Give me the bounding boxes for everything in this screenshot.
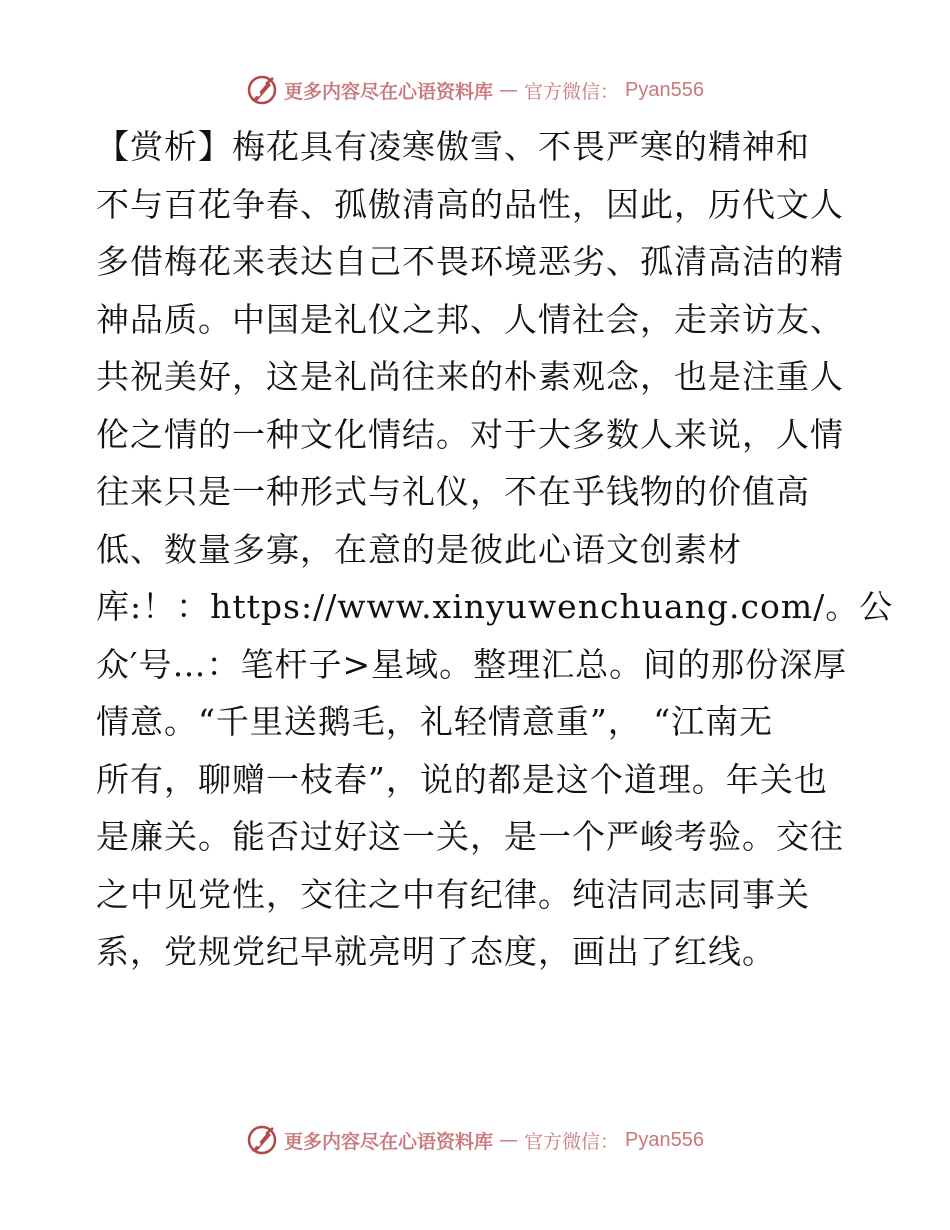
body-line-5: 共祝美好，这是礼尚往来的朴素观念，也是注重人 bbox=[96, 357, 844, 396]
article-body bbox=[96, 118, 894, 981]
body-line-8: 低、数量多寡，在意的是彼此心语文创素材 bbox=[96, 529, 742, 569]
quill-pen-logo-icon bbox=[246, 1124, 278, 1156]
body-line-14: 之中见党性，交往之中有纪律。纯洁同志同事关 bbox=[96, 874, 810, 914]
body-line-3: 多借梅花来表达自己不畏环境恶劣、孤清高洁的精 bbox=[96, 242, 844, 281]
header-wechat-id: Pyan556 bbox=[625, 78, 704, 101]
footer-banner-inner bbox=[246, 1124, 704, 1156]
body-line-12: 所有，聊赠一枝春”，说的都是这个道理。年关也 bbox=[96, 759, 828, 799]
footer-wechat-id: Pyan556 bbox=[625, 1128, 704, 1151]
body-line-6: 伦之情的一种文化情结。对于大多数人来说，人情 bbox=[96, 414, 844, 454]
body-line-10: 众′号…：笔杆子>星域。整理汇总。间的那份深厚 bbox=[96, 644, 848, 684]
body-line-7: 往来只是一种形式与礼仪，不在乎钱物的价值高 bbox=[96, 472, 810, 511]
header-wechat-label: 官方微信： bbox=[524, 80, 620, 103]
body-line-1: 【赏析】梅花具有凌寒傲雪、不畏严寒的精神和 bbox=[96, 127, 810, 166]
footer-dash: — bbox=[499, 1129, 519, 1151]
body-line-11: 情意。“千里送鹅毛，礼轻情意重”， “江南无 bbox=[96, 702, 774, 741]
header-site-text: 更多内容尽在心语资料库 bbox=[284, 80, 494, 103]
footer-banner bbox=[0, 1120, 950, 1160]
quill-pen-logo-icon bbox=[246, 74, 278, 106]
header-banner-inner bbox=[246, 74, 704, 106]
header-dash: — bbox=[499, 79, 519, 101]
footer-site-text: 更多内容尽在心语资料库 bbox=[284, 1130, 494, 1153]
footer-wechat-label: 官方微信： bbox=[524, 1130, 620, 1153]
body-line-2: 不与百花争春、孤傲清高的品性，因此，历代文人 bbox=[96, 184, 844, 224]
body-line-13: 是廉关。能否过好这一关，是一个严峻考验。交往 bbox=[96, 817, 844, 856]
body-line-15: 系，党规党纪早就亮明了态度，画出了红线。 bbox=[96, 932, 776, 971]
body-line-4: 神品质。中国是礼仪之邦、人情社会，走亲访友、 bbox=[96, 299, 844, 339]
header-banner bbox=[0, 70, 950, 110]
body-line-9: 库:！：https://www.xinyuwenchuang.com/。公 bbox=[96, 587, 894, 626]
